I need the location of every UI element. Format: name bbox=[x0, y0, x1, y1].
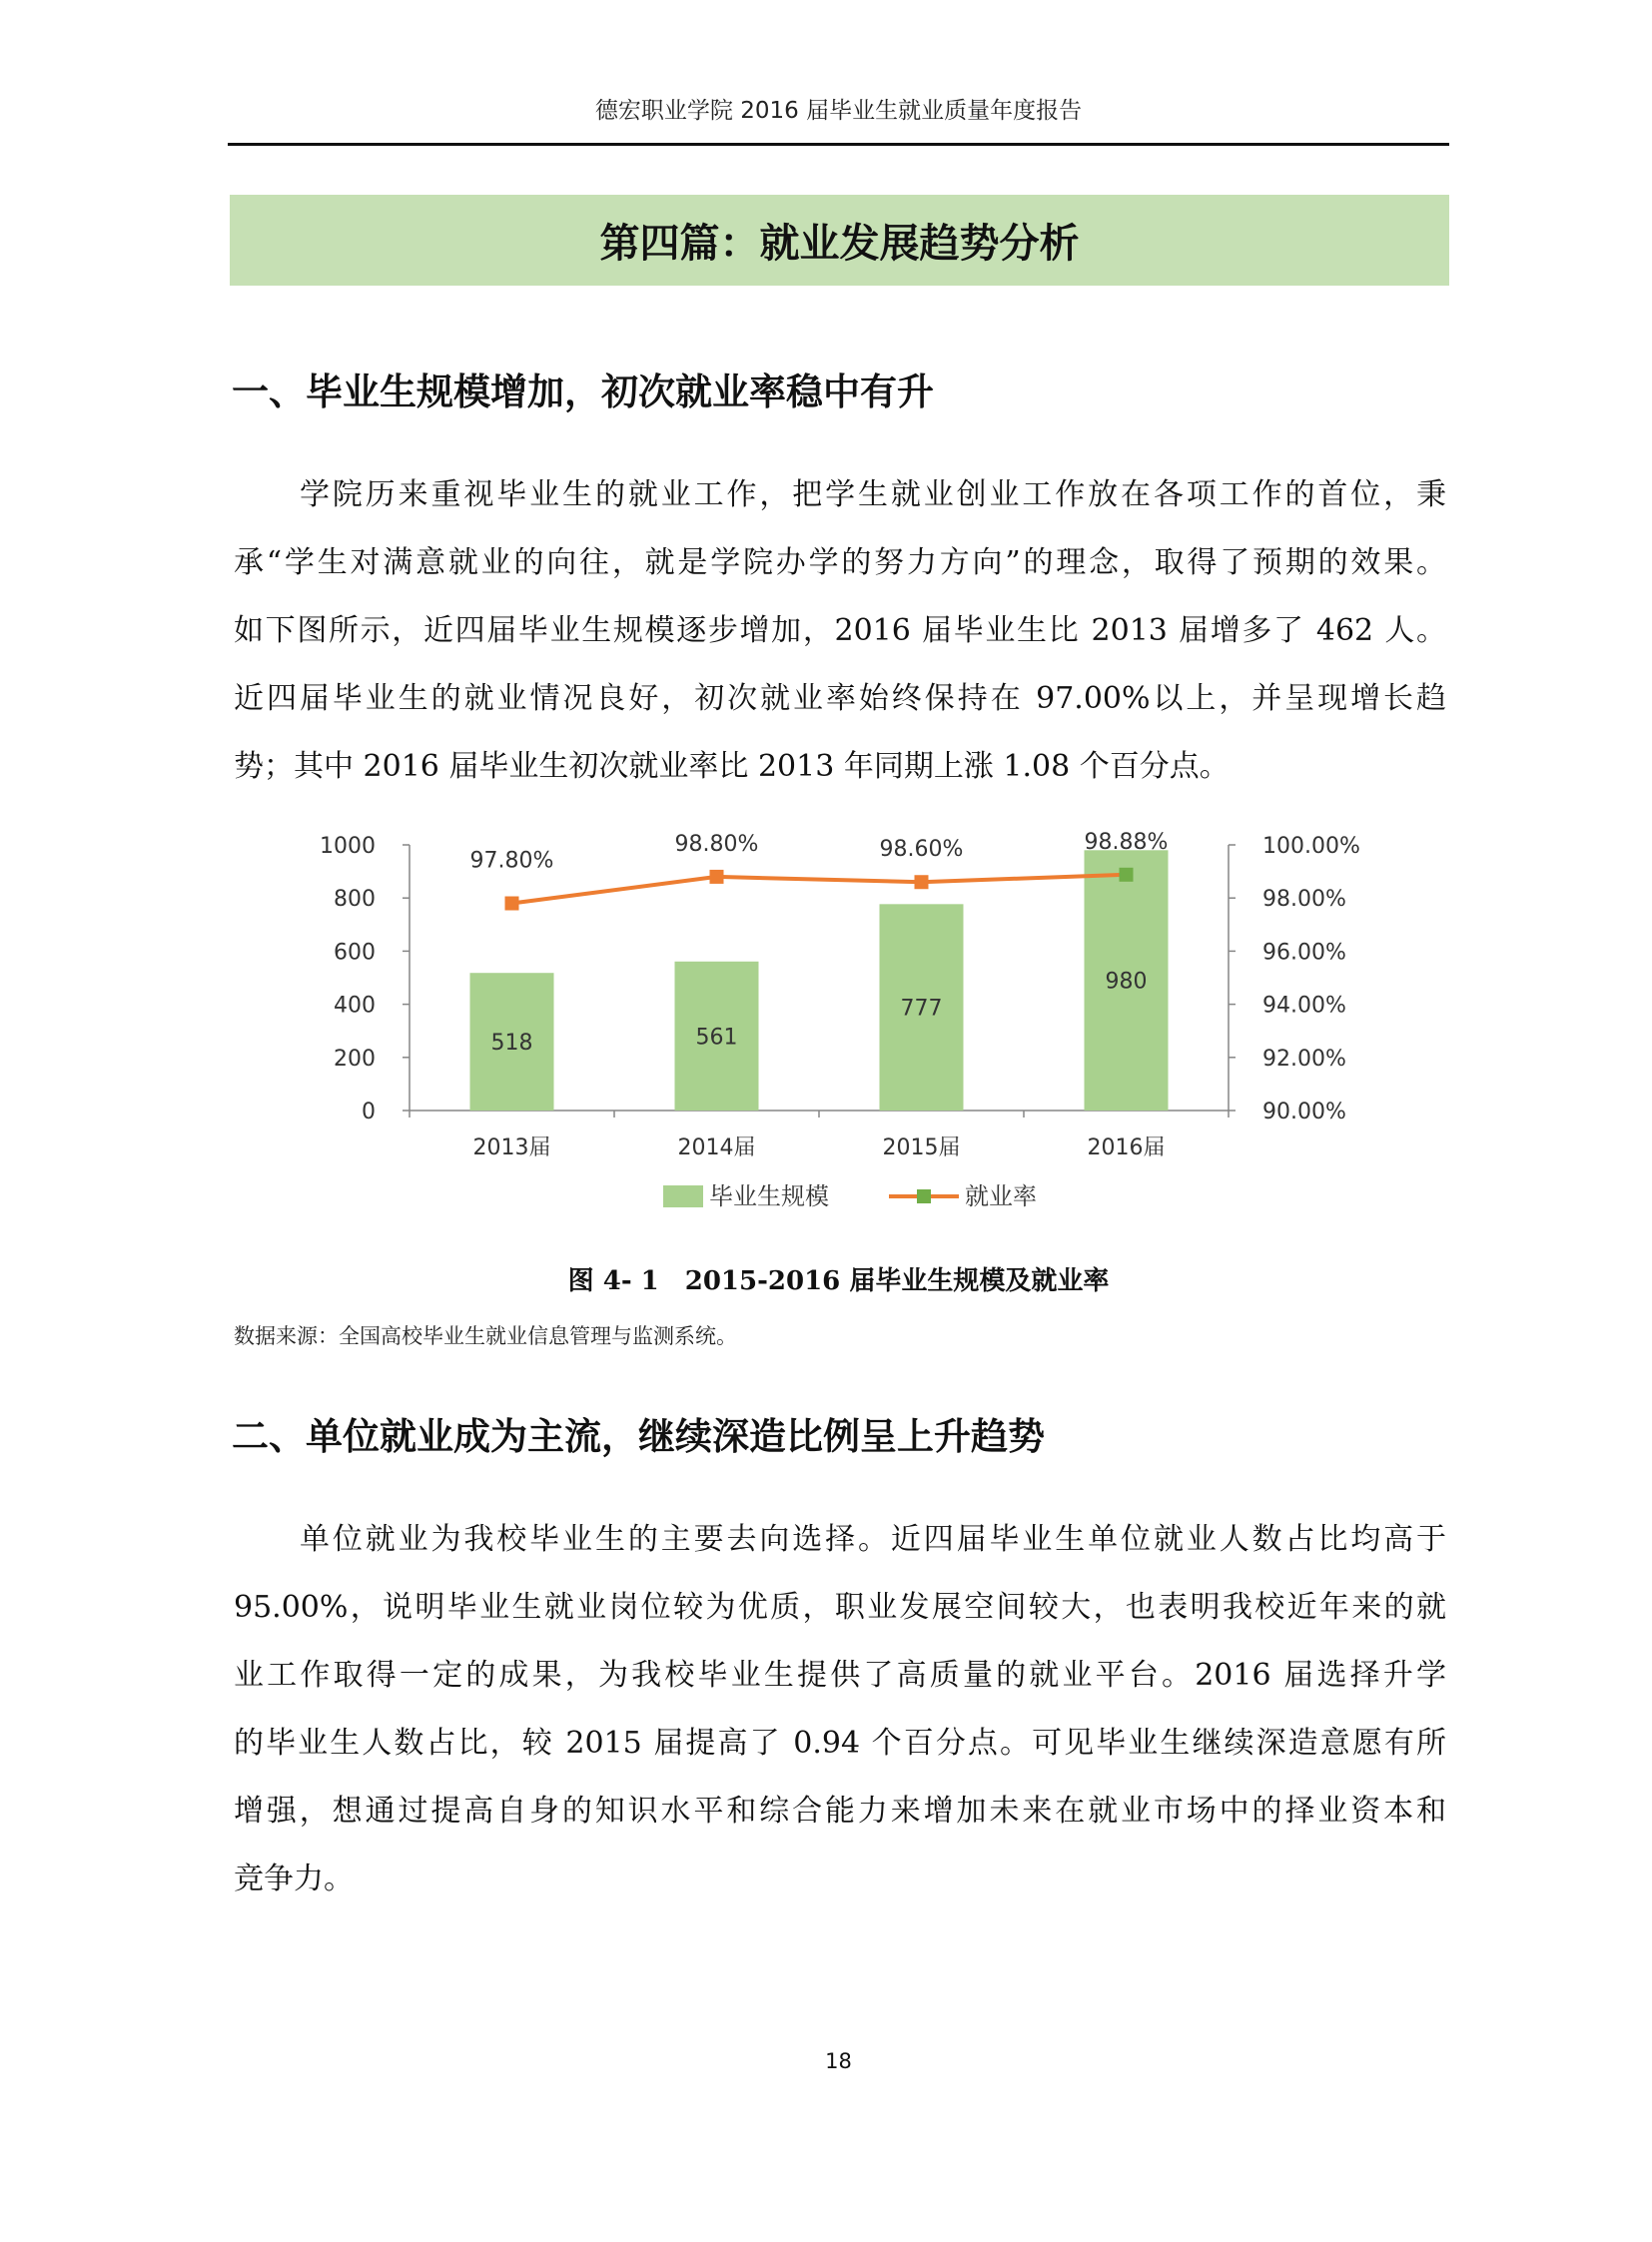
right-axis-tick-label: 94.00% bbox=[1262, 993, 1346, 1019]
paragraph-line: 承“学生对满意就业的向往，就是学院办学的努力方向”的理念，取得了预期的效果。 bbox=[234, 545, 1446, 580]
section-heading-1: 一、毕业生规模增加，初次就业率稳中有升 bbox=[232, 371, 934, 413]
section-1-paragraph bbox=[234, 461, 1446, 801]
running-header: 德宏职业学院 2016 届毕业生就业质量年度报告 bbox=[594, 98, 1083, 124]
data-source-note: 数据来源：全国高校毕业生就业信息管理与监测系统。 bbox=[234, 1324, 737, 1348]
left-axis-tick-label: 800 bbox=[334, 887, 376, 913]
right-axis-tick-label: 90.00% bbox=[1262, 1100, 1346, 1124]
paragraph-line: 竞争力。 bbox=[234, 1862, 354, 1896]
graduates-employment-chart bbox=[300, 819, 1418, 1228]
paragraph-line: 近四届毕业生的就业情况良好，初次就业率始终保持在 97.00%以上，并呈现增长趋 bbox=[234, 681, 1446, 716]
right-axis-tick-label: 98.00% bbox=[1262, 887, 1346, 913]
header-rule bbox=[228, 143, 1449, 146]
employment-rate-point bbox=[505, 897, 519, 911]
right-axis-tick-label: 96.00% bbox=[1262, 940, 1346, 966]
page-number: 18 bbox=[825, 2049, 852, 2073]
bar-data-label: 777 bbox=[900, 996, 943, 1022]
legend-swatch-marker bbox=[917, 1189, 931, 1203]
left-axis-tick-label: 600 bbox=[334, 940, 376, 966]
employment-rate-point bbox=[710, 870, 724, 884]
bar-data-label: 561 bbox=[695, 1025, 738, 1051]
paragraph-line: 学院历来重视毕业生的就业工作，把学生就业创业工作放在各项工作的首位，秉 bbox=[300, 477, 1446, 512]
left-axis-tick-label: 400 bbox=[334, 993, 376, 1019]
section-2-paragraph bbox=[234, 1506, 1446, 1913]
employment-rate-point bbox=[1120, 868, 1134, 882]
left-axis-tick-label: 1000 bbox=[320, 834, 376, 859]
right-axis-tick-label: 100.00% bbox=[1262, 834, 1360, 859]
paragraph-line: 增强，想通过提高自身的知识水平和综合能力来增加未来在就业市场中的择业资本和 bbox=[234, 1794, 1446, 1829]
employment-rate-line bbox=[512, 875, 1127, 904]
employment-rate-data-label: 97.80% bbox=[469, 848, 554, 874]
paragraph-line: 95.00%，说明毕业生就业岗位较为优质，职业发展空间较大，也表明我校近年来的就 bbox=[234, 1590, 1446, 1625]
chapter-title: 第四篇：就业发展趋势分析 bbox=[230, 195, 1449, 286]
legend-swatch-bar bbox=[663, 1185, 703, 1207]
figure-caption: 图 4- 1 2015-2016 届毕业生规模及就业率 bbox=[567, 1266, 1110, 1296]
employment-rate-point bbox=[915, 875, 929, 889]
x-axis-tick-label: 2015届 bbox=[882, 1135, 961, 1160]
left-axis-tick-label: 200 bbox=[334, 1046, 376, 1072]
bar-data-label: 518 bbox=[490, 1031, 533, 1057]
paragraph-line: 的毕业生人数占比，较 2015 届提高了 0.94 个百分点。可见毕业生继续深造意愿有所 bbox=[234, 1726, 1446, 1761]
paragraph-line: 如下图所示，近四届毕业生规模逐步增加，2016 届毕业生比 2013 届增多了 462 人。 bbox=[234, 613, 1446, 648]
employment-rate-data-label: 98.88% bbox=[1084, 829, 1169, 855]
paragraph-line: 势；其中 2016 届毕业生初次就业率比 2013 年同期上涨 1.08 个百分点。 bbox=[234, 749, 1230, 784]
section-heading-2: 二、单位就业成为主流，继续深造比例呈上升趋势 bbox=[232, 1415, 1045, 1458]
paragraph-line: 单位就业为我校毕业生的主要去向选择。近四届毕业生单位就业人数占比均高于 bbox=[300, 1522, 1446, 1557]
x-axis-tick-label: 2016届 bbox=[1087, 1135, 1166, 1160]
x-axis-tick-label: 2014届 bbox=[677, 1135, 756, 1160]
paragraph-line: 业工作取得一定的成果，为我校毕业生提供了高质量的就业平台。2016 届选择升学 bbox=[234, 1658, 1446, 1693]
right-axis-tick-label: 92.00% bbox=[1262, 1046, 1346, 1072]
left-axis-tick-label: 0 bbox=[362, 1100, 376, 1124]
employment-rate-data-label: 98.60% bbox=[879, 837, 964, 863]
legend-label: 就业率 bbox=[965, 1182, 1037, 1210]
bar-data-label: 980 bbox=[1105, 969, 1148, 995]
employment-rate-data-label: 98.80% bbox=[674, 831, 759, 857]
legend-label: 毕业生规模 bbox=[709, 1182, 829, 1210]
x-axis-tick-label: 2013届 bbox=[472, 1135, 551, 1160]
